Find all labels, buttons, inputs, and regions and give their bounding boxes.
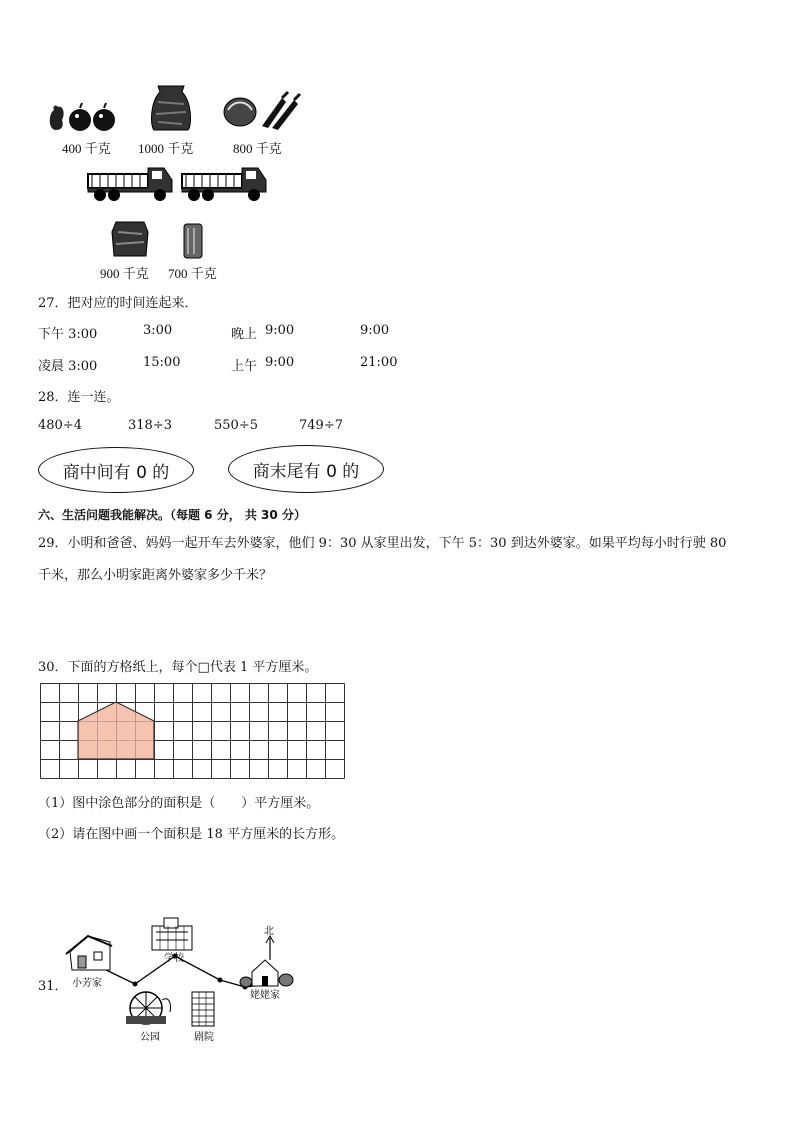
q30-sub1: （1）图中涂色部分的面积是（ ）平方厘米。 <box>38 796 320 811</box>
route-map <box>60 912 310 1052</box>
q28-expr-4: 749÷7 <box>299 418 343 433</box>
q30-title: 30．下面的方格纸上，每个□代表 1 平方厘米。 <box>38 660 318 675</box>
vegetables-icon <box>220 90 304 132</box>
oval-end-zero[interactable] <box>228 445 384 493</box>
label-theater: 剧院 <box>194 1032 214 1043</box>
oval-middle-zero[interactable] <box>38 447 194 493</box>
bag-icon <box>110 218 152 260</box>
q28-expr-3: 550÷5 <box>214 418 258 433</box>
school-icon <box>152 918 192 950</box>
q27-r2c5: 21:00 <box>360 355 398 370</box>
q27-r2c3: 上午 <box>231 359 258 374</box>
q27-r2c1: 凌晨 3:00 <box>38 359 98 374</box>
sack-icon <box>148 82 194 132</box>
fruit-icon <box>46 100 120 136</box>
theater-icon <box>192 992 214 1026</box>
grid-paper[interactable] <box>40 683 346 779</box>
label-grandma: 姥姥家 <box>250 990 280 1001</box>
q27-r1c3: 晚上 <box>231 327 258 342</box>
q27-title: 27．把对应的时间连起来． <box>38 296 198 311</box>
grandma-house-icon <box>240 960 293 987</box>
oval-end-zero-label: 商末尾有 0 的 <box>252 461 360 482</box>
north-arrow-icon <box>266 936 274 960</box>
q27-r1c1: 下午 3:00 <box>38 327 98 342</box>
label-north: 北 <box>264 926 274 937</box>
park-icon <box>126 992 171 1024</box>
vegetables-weight: 800 千克 <box>233 141 282 156</box>
label-home: 小芳家 <box>72 978 102 989</box>
oval-middle-zero-label: 商中间有 0 的 <box>62 462 170 483</box>
label-park: 公园 <box>140 1032 160 1043</box>
q28-expr-2: 318÷3 <box>128 418 172 433</box>
q27-r1c2: 3:00 <box>143 323 173 338</box>
can-icon <box>182 222 206 260</box>
sack-weight: 1000 千克 <box>138 141 194 156</box>
home-icon <box>66 936 112 970</box>
q27-r2c4: 9:00 <box>265 355 295 370</box>
truck-icon <box>180 164 270 204</box>
q29-line1: 29．小明和爸爸、妈妈一起开车去外婆家，他们 9：30 从家里出发，下午 5：30 到达外婆家。如果平均每小时行驶 80 <box>38 536 727 551</box>
q30-sub2: （2）请在图中画一个面积是 18 平方厘米的长方形。 <box>38 827 345 842</box>
shaded-pentagon <box>78 702 154 759</box>
label-school: 学校 <box>164 953 184 964</box>
q27-r2c2: 15:00 <box>143 355 181 370</box>
fruit-weight: 400 千克 <box>62 141 111 156</box>
bag-weight: 900 千克 <box>100 266 149 281</box>
q27-r1c4: 9:00 <box>265 323 295 338</box>
q28-expr-1: 480÷4 <box>38 418 82 433</box>
section-6-heading: 六、生活问题我能解决。（每题 6 分， 共 30 分） <box>38 508 306 522</box>
q27-r1c5: 9:00 <box>360 323 390 338</box>
q28-title: 28．连一连。 <box>38 390 120 405</box>
truck-icon <box>86 164 176 204</box>
q31-number: 31． <box>38 979 68 994</box>
can-weight: 700 千克 <box>168 266 217 281</box>
q29-line2: 千米，那么小明家距离外婆家多少千米？ <box>38 568 273 583</box>
